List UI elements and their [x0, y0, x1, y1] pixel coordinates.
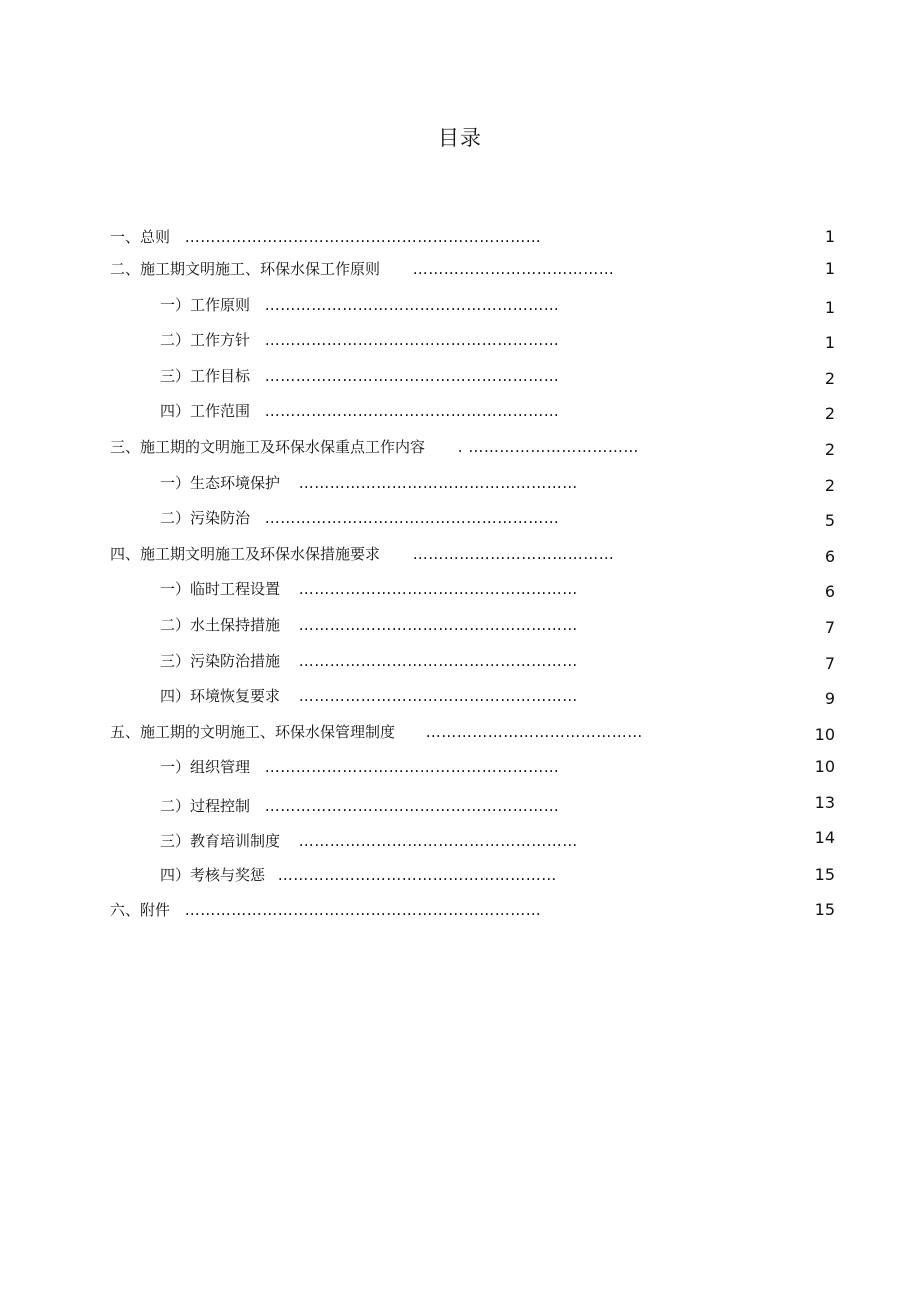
toc-leader: ………………………………………………… — [264, 402, 560, 420]
toc-page-number: 6 — [824, 547, 835, 566]
toc-page-number: 10 — [814, 757, 835, 776]
toc-entry-label: 一）组织管理 — [160, 758, 251, 776]
toc-leader: ………………………………… — [412, 260, 615, 278]
toc-entry-label: 三）污染防治措施 — [160, 652, 281, 670]
toc-entry[interactable] — [160, 828, 578, 854]
toc-entry-label: 四、施工期文明施工及环保水保措施要求 — [110, 545, 381, 563]
toc-entry-label: 一）生态环境保护 — [160, 474, 281, 492]
toc-entry-label: 二）过程控制 — [160, 797, 251, 815]
toc-entry[interactable] — [160, 612, 578, 638]
toc-entry[interactable] — [160, 327, 559, 353]
toc-entry[interactable] — [160, 292, 559, 318]
toc-page-number: 9 — [824, 689, 835, 708]
toc-entry-label: 四）环境恢复要求 — [160, 687, 281, 705]
toc-entry[interactable] — [110, 897, 541, 923]
toc-entry-label: 四）工作范围 — [160, 402, 251, 420]
toc-leader: ……………………………………………… — [298, 832, 578, 850]
toc-page-number: 7 — [824, 618, 835, 637]
toc-page-number: 10 — [814, 725, 835, 744]
toc-leader: …………………………………… — [425, 723, 643, 741]
toc-entry-label: 五、施工期的文明施工、环保水保管理制度 — [110, 723, 396, 741]
toc-leader: ……………………………………………… — [298, 474, 578, 492]
toc-leader: ………………………………… — [412, 545, 615, 563]
toc-entry[interactable] — [110, 224, 541, 250]
toc-leader: …………………………………………………………… — [184, 228, 542, 246]
toc-leader: ……………………………………………… — [298, 652, 578, 670]
toc-page-number: 1 — [824, 333, 835, 352]
toc-entry-label: 二）水土保持措施 — [160, 616, 281, 634]
toc-entry[interactable] — [110, 719, 643, 745]
toc-page-number: 1 — [824, 298, 835, 317]
toc-entry-label: 一）临时工程设置 — [160, 580, 281, 598]
toc-page-number: 7 — [824, 654, 835, 673]
toc-leader: ……………………………………………… — [298, 616, 578, 634]
toc-leader: ………………………………………………… — [264, 367, 560, 385]
toc-entry-label: 二）工作方针 — [160, 331, 251, 349]
toc-page-number: 2 — [824, 404, 835, 423]
toc-title: 目录 — [438, 126, 482, 150]
toc-entry-label: 二）污染防治 — [160, 509, 251, 527]
toc-entry-label: 三、施工期的文明施工及环保水保重点工作内容 — [110, 438, 426, 456]
toc-entry-label: 三）工作目标 — [160, 367, 251, 385]
toc-page-number: 2 — [824, 476, 835, 495]
toc-entry[interactable] — [160, 363, 559, 389]
toc-entry-label: 一、总则 — [110, 228, 171, 246]
toc-leader: ………………………………………………… — [264, 509, 560, 527]
toc-entry[interactable] — [160, 576, 578, 602]
toc-page-number: 2 — [824, 440, 835, 459]
toc-entry[interactable] — [160, 683, 578, 709]
toc-leader: ……………………………………………… — [298, 687, 578, 705]
toc-entry-label: 二、施工期文明施工、环保水保工作原则 — [110, 260, 381, 278]
toc-leader: …………………………………………………………… — [184, 901, 542, 919]
toc-entry[interactable] — [110, 256, 614, 282]
toc-entry[interactable] — [160, 648, 578, 674]
toc-page-number: 13 — [814, 793, 835, 812]
toc-page-number: 15 — [814, 865, 835, 884]
toc-entry[interactable] — [110, 541, 614, 567]
toc-leader: ……………………………………………… — [298, 580, 578, 598]
toc-leader: ………………………………………………… — [264, 758, 560, 776]
toc-leader: ………………………………………………… — [264, 797, 560, 815]
toc-page-number: 14 — [814, 828, 835, 847]
toc-entry[interactable] — [160, 793, 559, 819]
toc-page-number: 1 — [824, 259, 835, 278]
toc-page-number: 5 — [824, 511, 835, 530]
toc-entry[interactable] — [160, 754, 559, 780]
toc-page-number: 15 — [814, 900, 835, 919]
toc-page-number: 2 — [824, 369, 835, 388]
toc-entry-label: 四）考核与奖惩 — [160, 866, 266, 884]
toc-leader: ………………………………………………… — [264, 331, 560, 349]
toc-entry-label: 六、附件 — [110, 901, 171, 919]
toc-entry[interactable] — [160, 398, 559, 424]
toc-entry[interactable] — [160, 862, 557, 888]
toc-page-number: 1 — [824, 227, 835, 246]
toc-leader: . …………………………… — [457, 438, 639, 456]
toc-entry[interactable] — [110, 434, 639, 460]
toc-entry-label: 一）工作原则 — [160, 296, 251, 314]
toc-leader: ………………………………………………… — [264, 296, 560, 314]
toc-entry-label: 三）教育培训制度 — [160, 832, 281, 850]
toc-entry[interactable] — [160, 505, 559, 531]
toc-page-number: 6 — [824, 582, 835, 601]
toc-leader: ……………………………………………… — [277, 866, 557, 884]
toc-entry[interactable] — [160, 470, 578, 496]
